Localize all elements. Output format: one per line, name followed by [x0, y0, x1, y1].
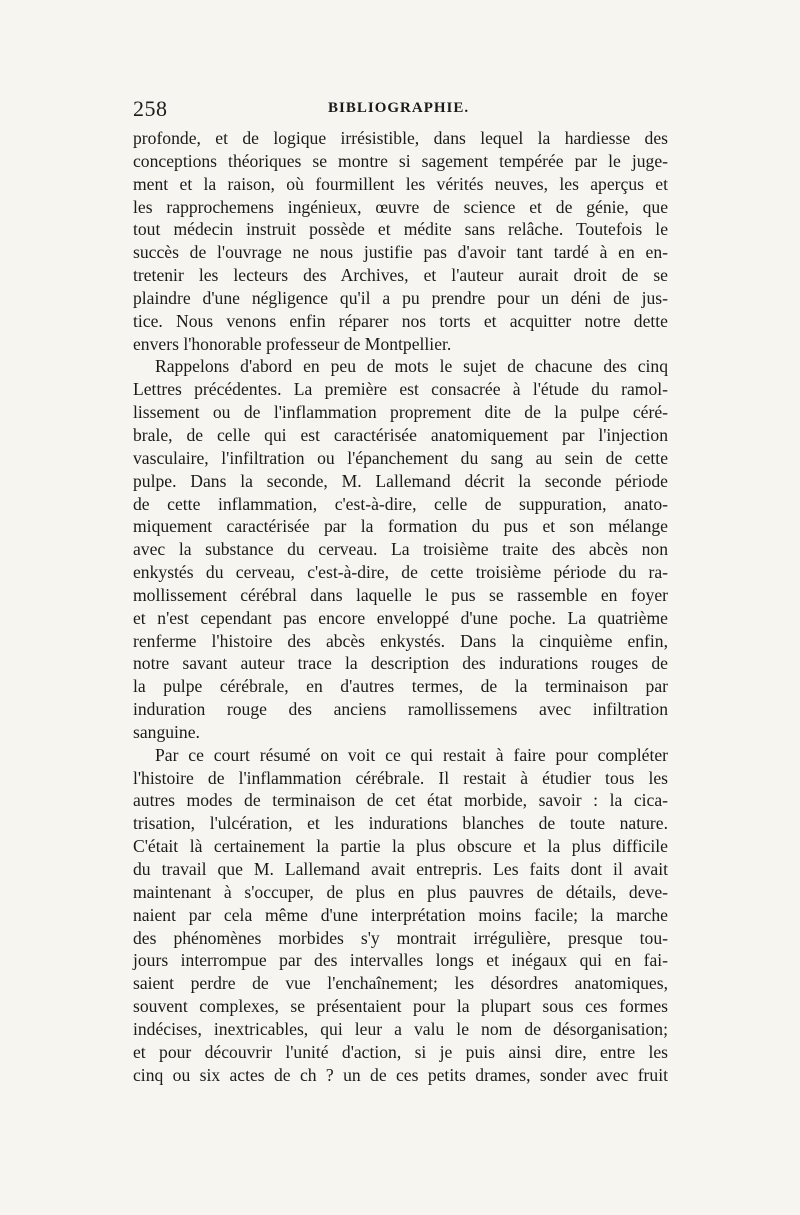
- text-line: brale, de celle qui est caractérisée anatomiquement par l'injection: [133, 424, 668, 445]
- page-number: 258: [133, 96, 168, 121]
- text-line: avec la substance du cerveau. La troisième traite des abcès non: [133, 539, 668, 560]
- running-title: BIBLIOGRAPHIE.: [328, 100, 470, 116]
- text-line: tout médecin instruit possède et médite sans relâche. Toutefois le: [133, 219, 668, 240]
- page-header: [133, 96, 668, 126]
- text-line: souvent complexes, se présentaient pour la plupart sous ces formes: [133, 996, 668, 1017]
- text-line: Lettres précédentes. La première est consacrée à l'étude du ramol-: [133, 379, 668, 400]
- text-line: indécises, inextricables, qui leur a valu le nom de désorganisation;: [133, 1018, 668, 1039]
- text-line: induration rouge des anciens ramollissemens avec infiltration: [133, 699, 668, 720]
- text-line: profonde, et de logique irrésistible, dans lequel la hardiesse des: [133, 128, 668, 148]
- text-line: plaindre d'une négligence qu'il a pu prendre pour un déni de jus-: [133, 287, 668, 308]
- text-line: renferme l'histoire des abcès enkystés. Dans la cinquième enfin,: [133, 630, 668, 651]
- text-line: ment et la raison, où fourmillent les vérités neuves, les aperçus et: [133, 173, 668, 194]
- text-line: tice. Nous venons enfin réparer nos torts et acquitter notre dette: [133, 310, 668, 331]
- text-line: les rapprochemens ingénieux, œuvre de science et de génie, que: [133, 196, 668, 217]
- text-line: saient perdre de vue l'enchaînement; les désordres anatomiques,: [133, 973, 668, 994]
- paragraph-2: [133, 355, 668, 743]
- text-line: des phénomènes morbides s'y montrait irrégulière, presque tou-: [133, 927, 668, 948]
- text-line: conceptions théoriques se montre si sagement tempérée par le juge-: [133, 150, 668, 171]
- text-line: C'était là certainement la partie la plus obscure et la plus difficile: [133, 836, 668, 857]
- text-line: trisation, l'ulcération, et les indurations blanches de toute nature.: [133, 813, 668, 834]
- text-line: de cette inflammation, c'est-à-dire, celle de suppuration, anato-: [133, 493, 668, 514]
- paragraph-1: [133, 127, 668, 355]
- text-line: naient par cela même d'une interprétation moins facile; la marche: [133, 904, 668, 925]
- text-line: pulpe. Dans la seconde, M. Lallemand décrit la seconde période: [133, 470, 668, 491]
- text-line: lissement ou de l'inflammation proprement dite de la pulpe céré-: [133, 402, 668, 423]
- text-line: envers l'honorable professeur de Montpellier.: [133, 333, 452, 354]
- text-line: jours interrompue par des intervalles longs et inégaux qui en fai-: [133, 950, 668, 971]
- text-line: l'histoire de l'inflammation cérébrale. Il restait à étudier tous les: [133, 767, 668, 788]
- text-line: vasculaire, l'infiltration ou l'épanchement du sang au sein de cette: [133, 447, 668, 468]
- text-line: enkystés du cerveau, c'est-à-dire, de cette troisième période du ra-: [133, 562, 668, 583]
- text-line: cinq ou six actes de ch ? un de ces petits drames, sonder avec fruit: [133, 1064, 668, 1085]
- text-line: maintenant à s'occuper, de plus en plus pauvres de détails, deve-: [133, 881, 668, 902]
- text-line: et n'est cependant pas encore enveloppé d'une poche. La quatrième: [133, 607, 668, 628]
- text-line: sanguine.: [133, 721, 200, 742]
- text-line: succès de l'ouvrage ne nous justifie pas d'avoir tant tardé à en en-: [133, 242, 668, 263]
- text-line: autres modes de terminaison de cet état morbide, savoir : la cica-: [133, 790, 668, 811]
- text-line: miquement caractérisée par la formation du pus et son mélange: [133, 516, 668, 537]
- text-line: du travail que M. Lallemand avait entrepris. Les faits dont il avait: [133, 859, 668, 879]
- text-line: et pour découvrir l'unité d'action, si je puis ainsi dire, entre les: [133, 1041, 668, 1062]
- text-line: Rappelons d'abord en peu de mots le sujet de chacune des cinq: [155, 356, 668, 377]
- paragraph-3: [133, 744, 668, 1087]
- text-line: Par ce court résumé on voit ce qui restait à faire pour compléter: [155, 744, 668, 765]
- body-text: [133, 127, 668, 1086]
- text-line: la pulpe cérébrale, en d'autres termes, de la terminaison par: [133, 676, 668, 697]
- text-line: tretenir les lecteurs des Archives, et l'auteur aurait droit de se: [133, 265, 668, 286]
- text-line: mollissement cérébral dans laquelle le pus se rassemble en foyer: [133, 584, 668, 605]
- text-line: notre savant auteur trace la description des indurations rouges de: [133, 653, 668, 674]
